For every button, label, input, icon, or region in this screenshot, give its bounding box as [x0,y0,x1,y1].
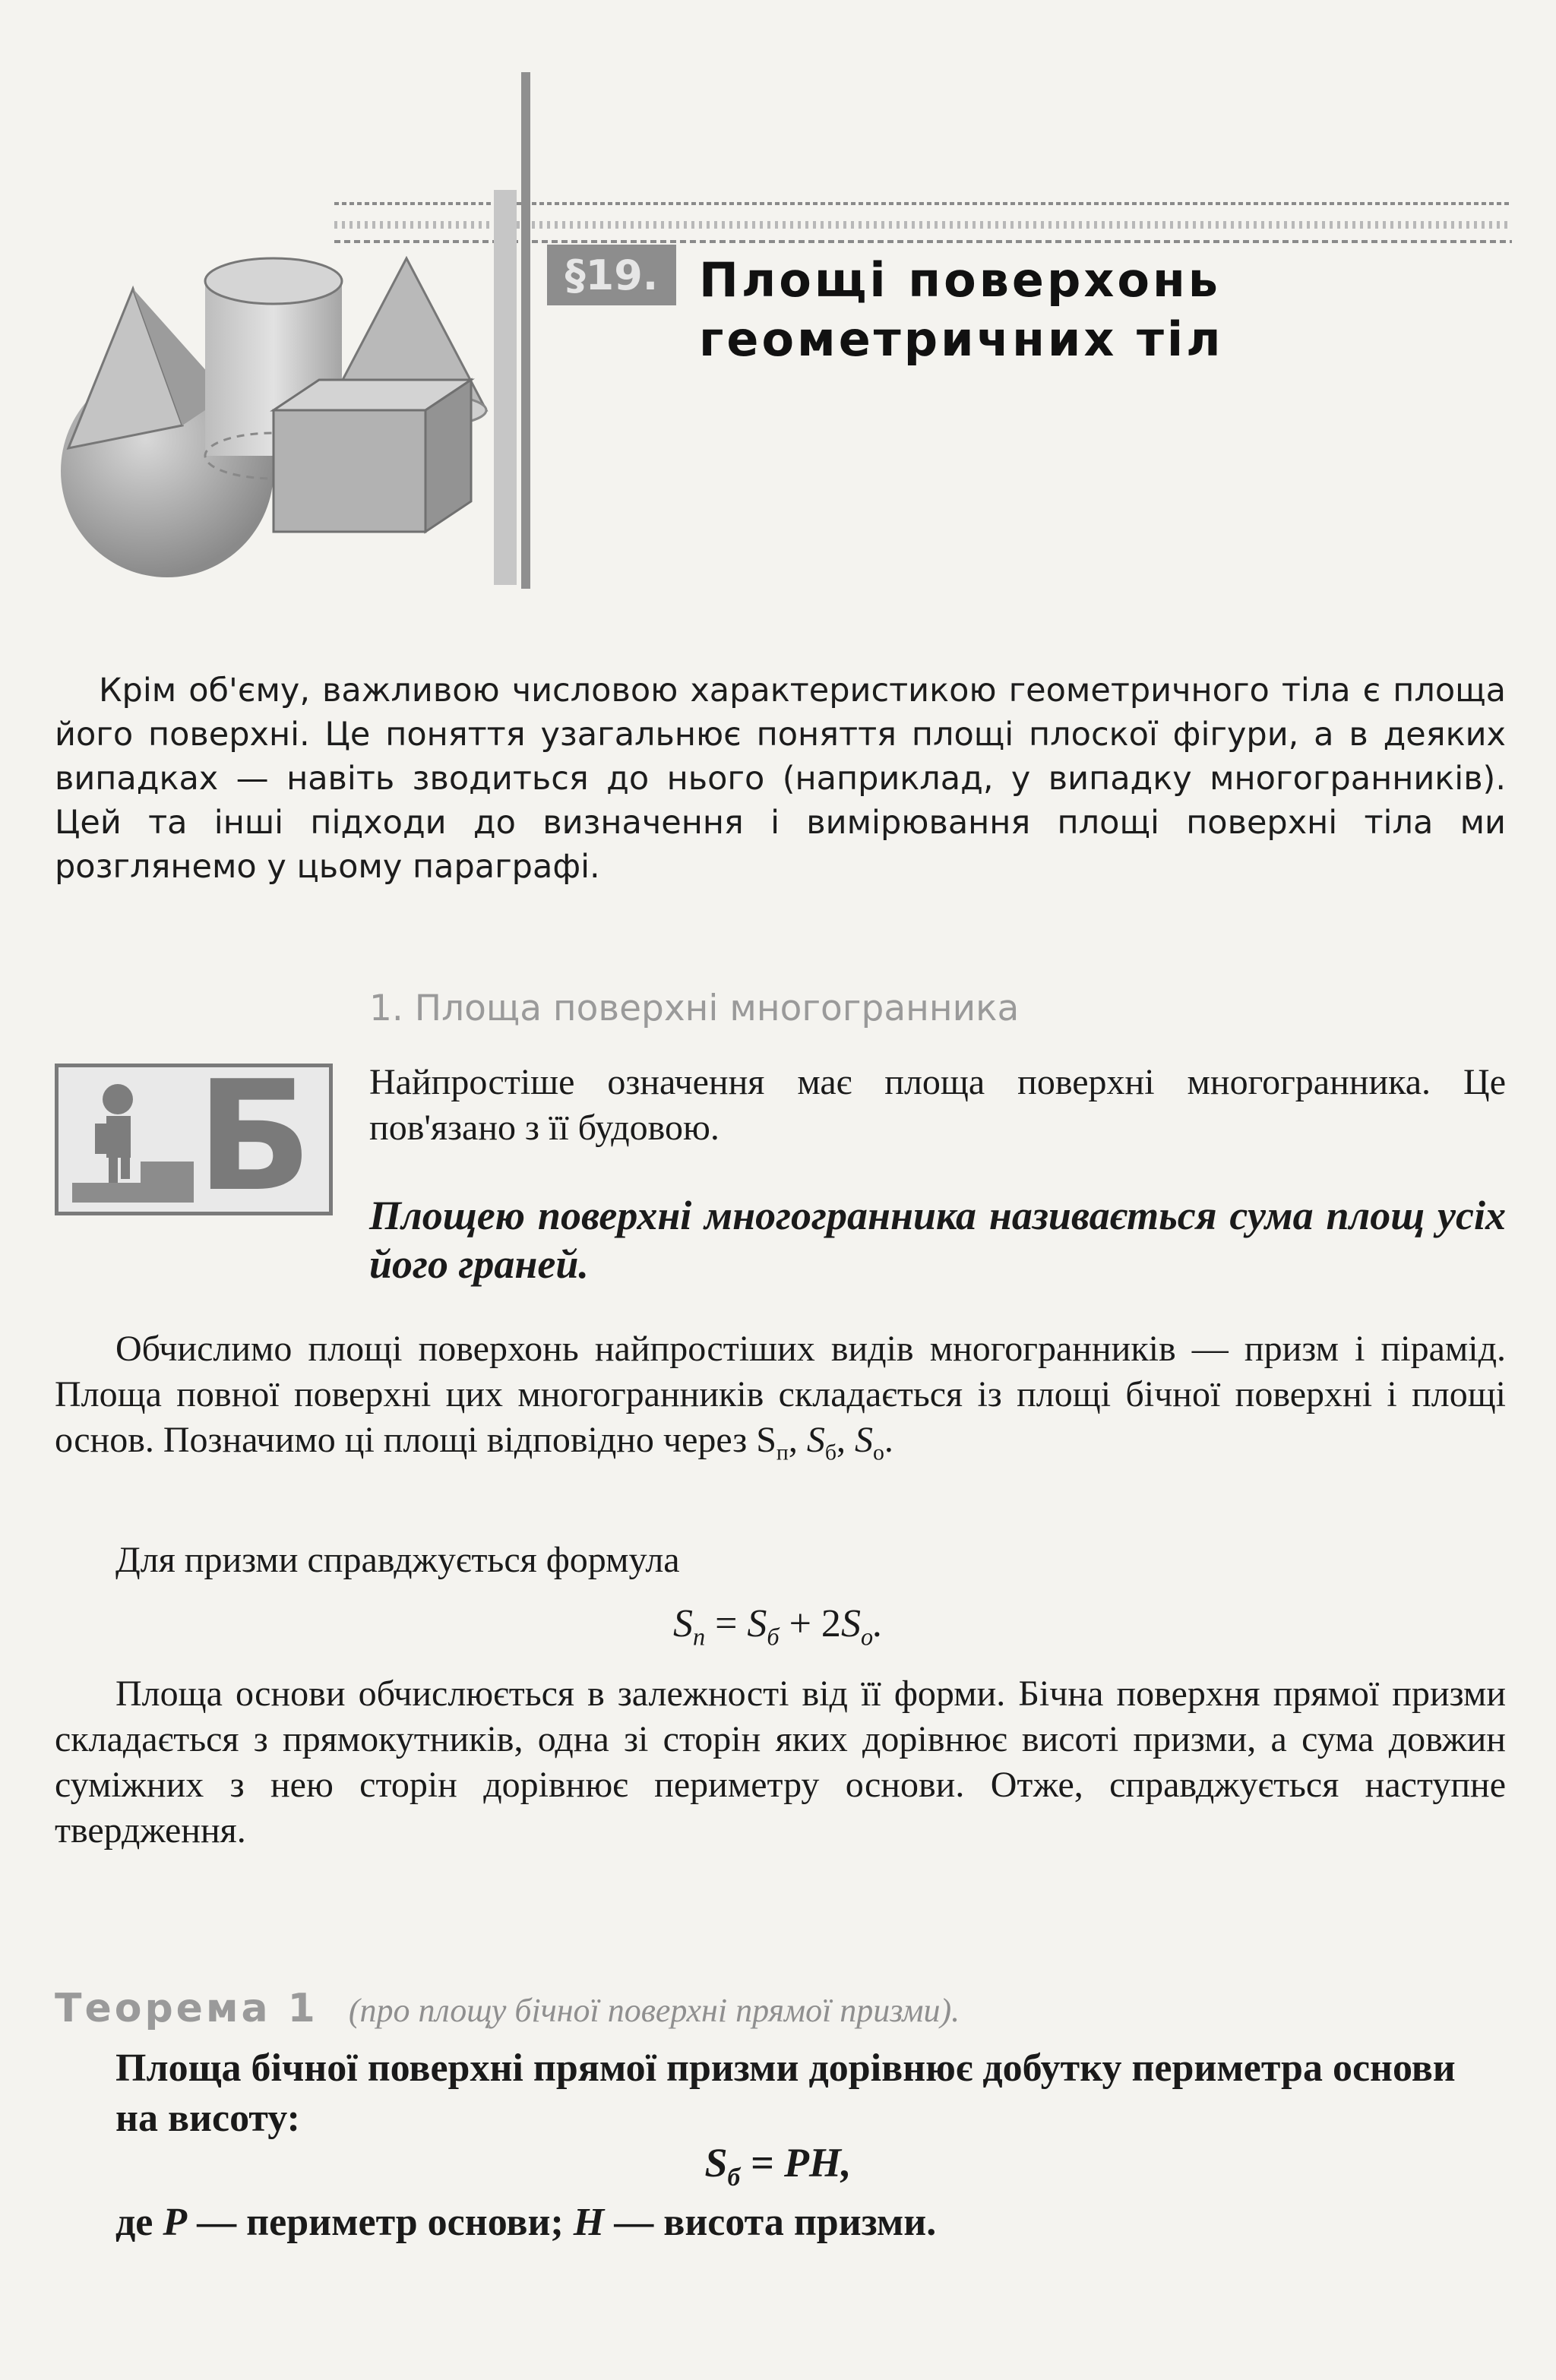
f1-s3: S [840,1602,861,1645]
h-desc: — висота призми. [604,2201,937,2244]
sep1: , [788,1420,807,1460]
header-vertical-bar [521,72,530,589]
section-title-line2: геометричних тіл [699,311,1224,367]
theorem-note: (про площу бічної поверхні прямої призми). [348,1992,960,2029]
var-p: P [163,2201,188,2244]
definition-text: Площею поверхні многогранника називається сума площ усіх його граней. [369,1193,1506,1287]
paragraph2-text: Обчислимо площі поверхонь найпростіших видів многогранників — призм і пірамід. Площа повної поверхні цих многогранників складається із площі бічної поверхні і площі основ. Позначимо ці площі відповідно через S [55,1329,1506,1460]
f2-rest: = PH, [740,2140,852,2186]
formula-full-surface [0,1601,1556,1651]
f1-plus: + 2 [779,1602,841,1645]
f1-sub-b: б [767,1623,780,1651]
end-dot: . [884,1420,893,1460]
p-desc: — периметр основи; [187,2201,574,2244]
paragraph-prism-formula-intro: Для призми справджується формула [115,1540,680,1580]
f1-sub-o: о [860,1623,874,1651]
cylinder-top [205,258,342,304]
f1-eq: = [705,1602,748,1645]
theorem-label: Теорема 1 [55,1986,318,2031]
f1-s: S [672,1602,693,1645]
header-vertical-band [494,190,517,585]
section-title-line1: Площі поверхонь [699,252,1221,308]
where-prefix: де [115,2201,163,2244]
sep2: , [836,1420,855,1460]
theorem-where [115,2200,936,2245]
paragraph-lateral-surface: Площа основи обчислюється в залежності від її форми. Бічна поверхня прямої призми складається з прямокутників, одна зі сторін яких дорівнює висоті призми, а сума довжин суміжних з нею сторін дорівнює периметру основи. Отже, справджується наступне твердження. [55,1674,1506,1851]
sub-p: п [776,1440,789,1465]
section-title [699,251,1520,369]
var-h: H [573,2201,605,2244]
level-letter: Б [196,1048,312,1225]
f2-s: S [704,2140,728,2186]
f2-sub: б [727,2163,741,2192]
stair-climber-icon [65,1070,201,1207]
formula-lateral-surface [0,2139,1556,2192]
f1-s2: S [747,1602,767,1645]
sub-o: о [872,1440,884,1465]
f1-end: . [873,1602,884,1645]
var-s-b: S [806,1420,825,1460]
subsection-title: 1. Площа поверхні многогранника [369,988,1020,1029]
paragraph-prisms-pyramids [55,1326,1506,1476]
section-number-badge: §19. [547,245,676,305]
paragraph-simple-definition: Найпростіше означення має площа поверхні многогранника. Це пов'язано з її будовою. [369,1062,1506,1148]
theorem-heading [55,1986,960,2031]
sub-b: б [824,1440,837,1465]
f1-sub-p: п [692,1623,706,1651]
cube-shape [274,410,425,532]
intro-paragraph: Крім об'єму, важливою числовою характеристикою геометричного тіла є площа його поверхні. Це поняття узагальнює поняття площі плоскої фігури, а в деяких випадках — навіть зводиться до нього (наприклад, у випадку многогранників). Цей та інші підходи до визначення і вимірювання площі поверхні тіла ми розглянемо у цьому параграфі. [55,672,1506,886]
level-b-icon [55,1048,333,1225]
theorem-text: Площа бічної поверхні прямої призми дорівнює добутку периметра основи на висоту: [115,2047,1456,2140]
var-s-o: S [854,1420,873,1460]
